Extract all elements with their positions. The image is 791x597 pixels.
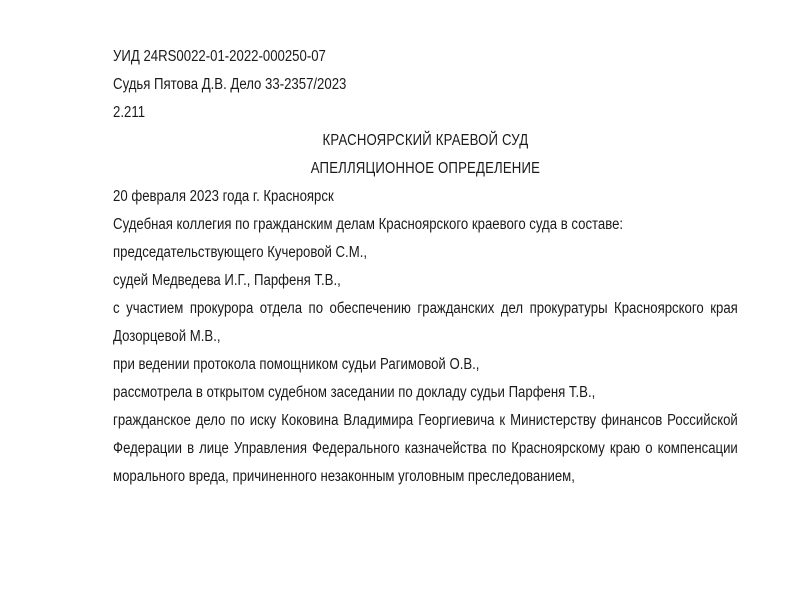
hearing-line: рассмотрела в открытом судебном заседании по докладу судьи Парфеня Т.В., xyxy=(113,384,596,401)
case-subject-paragraph: гражданское дело по иску Коковина Владимира Георгиевича к Министерству финансов Российской Федерации в лице Управления Федерального казначейства по Красноярскому краю о компенсации морального вреда, причиненного незаконным уголовным преследованием, xyxy=(113,412,738,485)
date-place-line: 20 февраля 2023 года г. Красноярск xyxy=(113,188,334,205)
panel-intro-line: Судебная коллегия по гражданским делам Красноярского краевого суда в составе: xyxy=(113,216,624,233)
judges-line: судей Медведева И.Г., Парфеня Т.В., xyxy=(113,272,341,289)
document-type-heading: АПЕЛЛЯЦИОННОЕ ОПРЕДЕЛЕНИЕ xyxy=(310,160,541,177)
uid-line: УИД 24RS0022-01-2022-000250-07 xyxy=(113,48,326,65)
prosecutor-line: с участием прокурора отдела по обеспечению гражданских дел прокуратуры Красноярского края Дозорцевой М.В., xyxy=(113,300,738,345)
judge-case-line: Судья Пятова Д.В. Дело 33-2357/2023 xyxy=(113,76,347,93)
court-name-heading: КРАСНОЯРСКИЙ КРАЕВОЙ СУД xyxy=(322,132,529,149)
protocol-line: при ведении протокола помощником судьи Рагимовой О.В., xyxy=(113,356,480,373)
presiding-judge-line: председательствующего Кучеровой С.М., xyxy=(113,244,368,261)
case-index: 2.211 xyxy=(113,104,146,121)
